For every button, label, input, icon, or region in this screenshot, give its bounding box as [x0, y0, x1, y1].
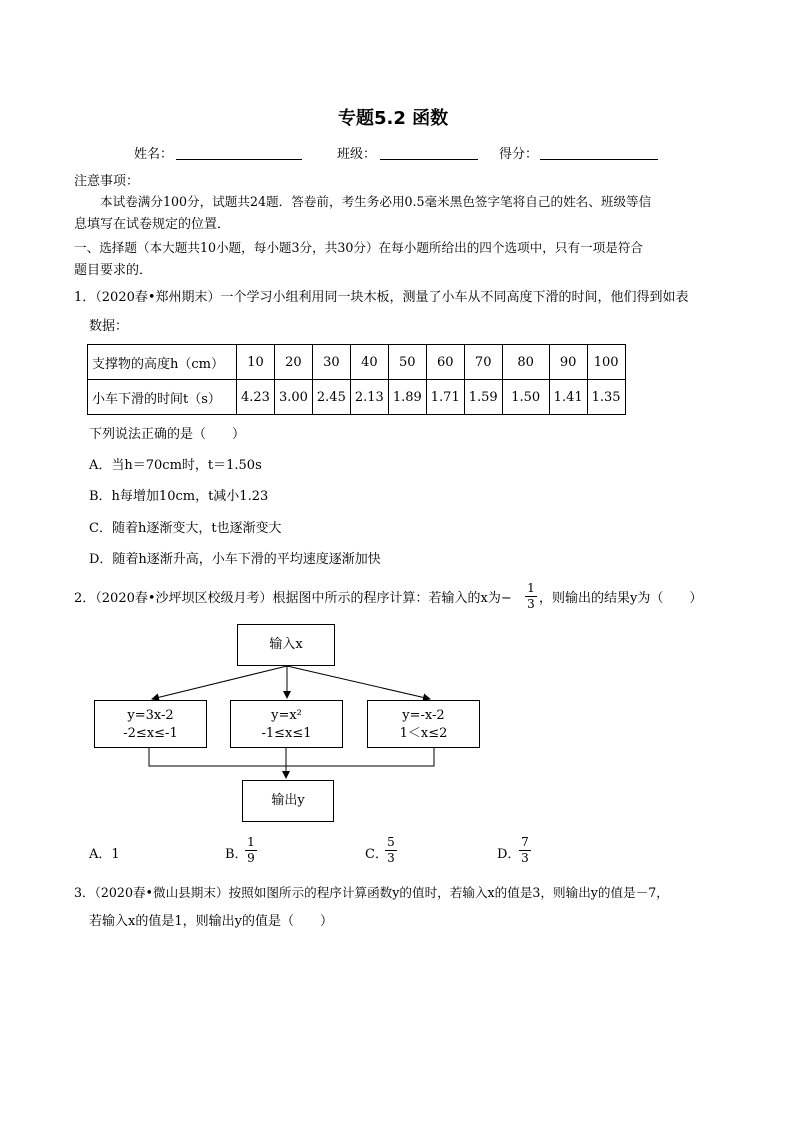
- table-cell: 100: [587, 345, 625, 380]
- fraction-denominator: 3: [521, 851, 529, 865]
- q3-source: （2020春•微山县期末）: [94, 885, 229, 900]
- page-title: 专题5.2 函数: [338, 108, 449, 129]
- flow-output-label: 输出y: [271, 793, 305, 808]
- q1-option-b[interactable]: B．h每增加10cm，t减小1.23: [89, 489, 269, 504]
- q2-option-c-label[interactable]: C．: [365, 847, 388, 862]
- table-cell: 20: [274, 345, 312, 380]
- option-a-value: 1: [111, 847, 120, 862]
- table-cell: 1.89: [388, 380, 426, 415]
- score-label: 得分：: [499, 147, 539, 162]
- table-cell: 30: [312, 345, 350, 380]
- table-cell: 1.50: [502, 380, 549, 415]
- q2-option-d-label[interactable]: D．: [497, 847, 521, 862]
- q1-option-d[interactable]: D．随着h逐渐升高，小车下滑的平均速度逐渐加快: [89, 552, 381, 567]
- q2-option-c-fraction: [385, 836, 397, 865]
- box2-range: -1≤x≤1: [261, 726, 312, 741]
- q2-stem-text: 根据图中所示的程序计算：若输入的x为: [272, 591, 501, 606]
- notice-line1: 本试卷满分100分，试题共24题．答卷前，考生务必用0.5毫米黑色签字笔将自己的姓名、班级等信: [100, 194, 652, 209]
- q3-stem-line2: 若输入x的值是1，则输出y的值是（ ）: [89, 914, 333, 929]
- fraction-numerator: 7: [521, 835, 529, 849]
- name-label: 姓名：: [134, 147, 174, 162]
- box1-formula: y=3x-2: [127, 708, 174, 723]
- q1-number: 1．: [74, 290, 96, 305]
- table-header-time: 小车下滑的时间t（s）: [88, 380, 237, 415]
- class-label: 班级：: [337, 147, 377, 162]
- q2-source: （2020春•沙坪坝区校级月考）: [95, 591, 273, 606]
- table-cell: 70: [464, 345, 502, 380]
- arrow-to-box1: [152, 666, 287, 699]
- fraction-denominator: 9: [247, 851, 255, 865]
- table-cell: 50: [388, 345, 426, 380]
- table-cell: 1.71: [426, 380, 464, 415]
- flow-input-box: [237, 624, 335, 666]
- q2-stem-b: ，则输出的结果y为（ ）: [539, 591, 703, 606]
- fraction-denominator: 3: [527, 597, 535, 611]
- table-cell: 4.23: [237, 380, 275, 415]
- box1-range: -2≤x≤-1: [123, 726, 178, 741]
- flow-box-3: [367, 700, 480, 748]
- q2-neg-sign: −: [500, 591, 512, 606]
- table-cell: 2.45: [312, 380, 350, 415]
- q1-option-a[interactable]: A．当h＝70cm时，t＝1.50s: [89, 458, 262, 473]
- table-cell: 1.41: [549, 380, 587, 415]
- q1-source: （2020春•郑州期末）: [95, 290, 221, 305]
- notice-line2: 息填写在试卷规定的位置．: [74, 217, 231, 232]
- box2-formula: y=x²: [271, 708, 302, 723]
- flow-input-label: 输入x: [269, 637, 303, 652]
- box3-formula: y=-x-2: [402, 708, 445, 723]
- q2-number: 2．: [74, 591, 96, 606]
- flow-output-box: [242, 780, 334, 822]
- q2-option-a[interactable]: [89, 846, 120, 863]
- table-cell: 2.13: [350, 380, 388, 415]
- table-cell: 10: [237, 345, 275, 380]
- q1-option-c[interactable]: C．随着h逐渐变大，t也逐渐变大: [89, 521, 282, 536]
- section1-line2: 题目要求的．: [74, 263, 153, 278]
- fraction-denominator: 3: [387, 851, 395, 865]
- table-cell: 60: [426, 345, 464, 380]
- q3-number: 3．: [74, 885, 95, 900]
- table-cell: 3.00: [274, 380, 312, 415]
- table-cell: 1.59: [464, 380, 502, 415]
- flow-box-2: [230, 700, 343, 748]
- q3-stem: 按照如图所示的程序计算函数y的值时，若输入x的值是3，则输出y的值是－7，: [228, 885, 669, 900]
- q2-option-b-fraction: [245, 836, 257, 865]
- q3-stem-line1: [74, 884, 669, 901]
- arrow-to-box3: [287, 666, 430, 699]
- box3-range: 1＜x≤2: [399, 726, 448, 741]
- flow-box-1: [94, 700, 207, 748]
- table-header-height: 支撑物的高度h（cm）: [88, 345, 237, 380]
- q1-stem: 一个学习小组利用同一块木板，测量了小车从不同高度下滑的时间，他们得到如表: [220, 290, 689, 305]
- fraction-numerator: 1: [247, 835, 255, 849]
- option-a-label: A．: [89, 847, 112, 862]
- table-cell: 1.35: [587, 380, 625, 415]
- q1-stem-line2: 数据：: [89, 319, 129, 334]
- fraction-numerator: 1: [527, 581, 535, 595]
- merge-line: [149, 748, 434, 766]
- table-cell: 90: [549, 345, 587, 380]
- fraction-numerator: 5: [387, 835, 395, 849]
- q2-option-b-label[interactable]: B．: [225, 847, 248, 862]
- section1-line1: 一、选择题（本大题共10小题，每小题3分，共30分）在每小题所给出的四个选项中，只有一项是符合: [74, 240, 644, 255]
- q1-prompt: 下列说法正确的是（ ）: [89, 427, 246, 442]
- table-cell: 40: [350, 345, 388, 380]
- notice-heading: 注意事项：: [74, 174, 140, 189]
- table-cell: 80: [502, 345, 549, 380]
- q2-option-d-fraction: [519, 836, 531, 865]
